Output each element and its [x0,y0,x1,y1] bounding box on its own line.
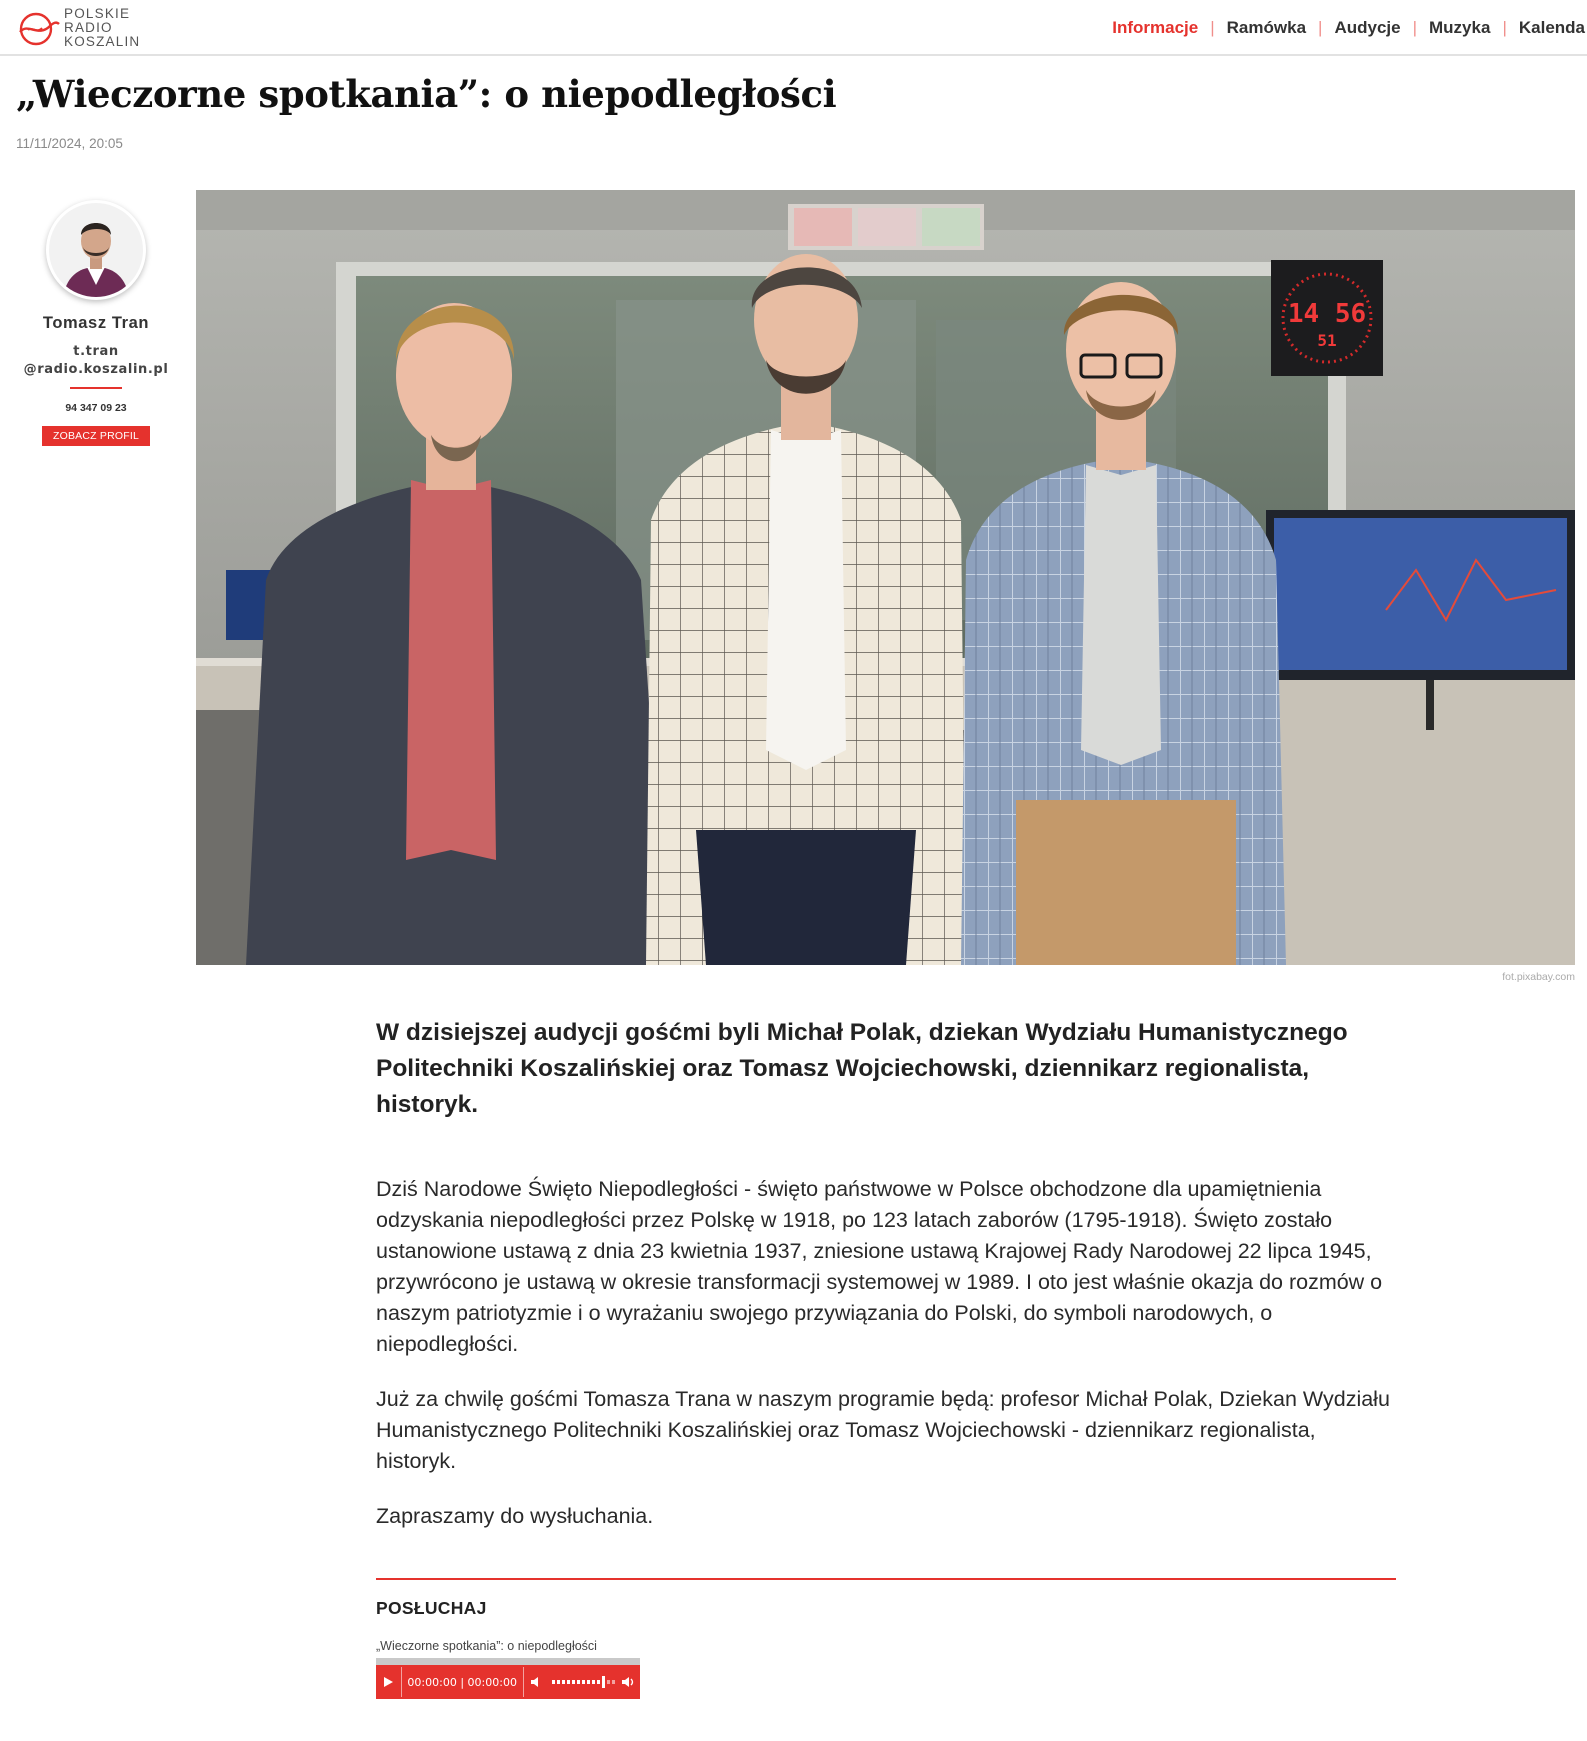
article-title: „Wieczorne spotkania”: o niepodległości [16,72,837,116]
audio-player [376,1658,640,1699]
audio-current-time: 00:00:00 [407,1675,457,1689]
mute-button[interactable] [524,1665,549,1699]
volume-handle[interactable] [602,1676,605,1688]
studio-clock-time: 14 56 [1287,299,1367,329]
nav-separator: | [1502,18,1507,37]
logo-line-2: RADIO [64,20,113,35]
audio-track-title: „Wieczorne spotkania”: o niepodległości [376,1639,597,1653]
author-email[interactable] [16,343,176,379]
article-paragraph: Zapraszamy do wysłuchania. [376,1504,654,1528]
author-email-user: t.tran [73,344,119,359]
photo-credit: fot.pixabay.com [1502,971,1575,983]
logo-line-1: POLSKIE [64,6,131,21]
nav-item-informacje[interactable]: Informacje [1112,18,1199,37]
mute-icon [530,1676,542,1688]
audio-time [401,1676,523,1689]
author-portrait-image [49,203,143,297]
logo-line-3: KOSZALIN [64,34,141,49]
studio-photo [196,190,1575,965]
article-hero-photo [196,190,1575,965]
volume-segment [612,1680,615,1684]
volume-segment [552,1680,555,1684]
author-email-domain: @radio.koszalin.pl [23,362,169,377]
volume-segment [572,1680,575,1684]
audio-progress-bar[interactable] [376,1658,640,1665]
nav-item-audycje[interactable]: Audycje [1334,18,1401,37]
listen-heading: POSŁUCHAJ [376,1598,487,1618]
audio-controls [376,1665,640,1699]
volume-segment [562,1680,565,1684]
nav-separator: | [1210,18,1215,37]
audio-total-time: 00:00:00 [467,1675,517,1689]
volume-segment [597,1680,600,1684]
author-divider [70,387,122,389]
article-paragraph: Już za chwilę gośćmi Tomasza Trana w naszym programie będą: profesor Michał Polak, Dziekan Wydziału Humanistycznego Politechniki Koszalińskiej oraz Tomasz Wojciechowski - dziennikarz regionalista, historyk. [376,1387,1390,1473]
volume-segment [567,1680,570,1684]
volume-segment [607,1680,610,1684]
nav-separator: | [1412,18,1418,37]
studio-clock-seconds: 51 [1317,331,1337,350]
author-name[interactable]: Tomasz Tran [42,314,150,332]
logo-wordmark [64,7,140,49]
volume-segment [592,1680,595,1684]
volume-max-button[interactable] [615,1665,640,1699]
nav-separator: | [1318,18,1323,37]
volume-segment [557,1680,560,1684]
view-profile-button[interactable]: ZOBACZ PROFIL [42,426,150,446]
volume-segment [587,1680,590,1684]
main-nav [1100,18,1587,38]
article-date: 11/11/2024, 20:05 [16,136,123,151]
listen-divider [376,1578,1396,1580]
site-logo[interactable] [16,8,140,48]
article-lead: W dzisiejszej audycji gośćmi byli Michał Polak, dziekan Wydziału Humanistycznego Politechniki Koszalińskiej oraz Tomasz Wojciechowski, dziennikarz regionalista, historyk. [376,1019,1348,1118]
volume-slider[interactable] [552,1676,615,1688]
site-header [0,0,1587,56]
radio-wave-logo-icon [16,8,60,48]
author-phone[interactable]: 94 347 09 23 [65,402,127,414]
article-paragraph: Dziś Narodowe Święto Niepodległości - święto państwowe w Polsce obchodzone dla upamiętnienia odzyskania niepodległości przez Polskę w 1918, po 123 latach zaborów (1795-1918). Święto zostało ustanowione ustawą z dnia 23 kwietnia 1937, zniesione ustawą Krajowej Rady Narodowej 22 lipca 1945, przywrócono je ustawą w okresie transformacji systemowej w 1989. I oto jest właśnie okazja do rozmów o naszym patriotyzmie i o wyrażaniu swojego przywiązania do Polski, do symboli narodowych, o niepodległości. [376,1177,1383,1356]
nav-item-kalendarz[interactable]: Kalenda [1518,18,1585,37]
volume-max-icon [621,1676,635,1688]
volume-segment [577,1680,580,1684]
volume-segment [582,1680,585,1684]
nav-item-muzyka[interactable]: Muzyka [1429,18,1491,37]
play-button[interactable] [376,1665,401,1699]
author-avatar[interactable] [46,200,146,300]
author-card [16,200,176,446]
play-icon [382,1676,394,1688]
time-separator: | [460,1675,465,1689]
nav-item-ramowka[interactable]: Ramówka [1226,18,1307,37]
